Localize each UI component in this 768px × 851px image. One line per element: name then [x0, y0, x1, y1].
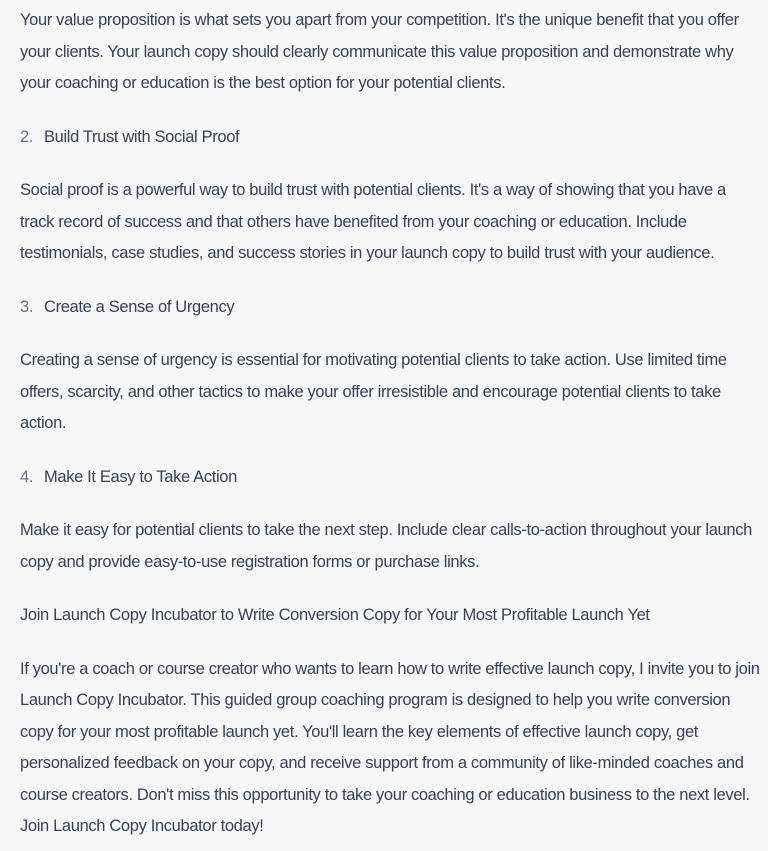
- list-number: 4.: [20, 467, 34, 486]
- section-heading: Make It Easy to Take Action: [44, 467, 237, 486]
- list-item-urgency: [20, 292, 760, 324]
- section-body-social-proof: Social proof is a powerful way to build trust with potential clients. It's a way of showing that you have a track record of success and that others have benefited from your coaching or education. Include testimonials, case studies, and success stories in your launch copy to build trust with your audience.: [20, 181, 726, 262]
- list-number: 2.: [20, 127, 34, 146]
- closing-paragraph: If you're a coach or course creator who wants to learn how to write effective launch copy, I invite you to join Launch Copy Incubator. This guided group coaching program is designed to help you write conversion copy for your most profitable launch yet. You'll learn the key elements of effective launch copy, get personalized feedback on your copy, and receive support from a community of like-minded coaches and course creators. Don't miss this opportunity to take your coaching or education business to the next level. Join Launch Copy Incubator today!: [20, 659, 760, 835]
- section-heading: Create a Sense of Urgency: [44, 297, 235, 316]
- cta-heading: Join Launch Copy Incubator to Write Conversion Copy for Your Most Profitable Launch Yet: [20, 606, 650, 624]
- list-item-social-proof: [20, 122, 760, 154]
- section-heading: Build Trust with Social Proof: [44, 127, 240, 146]
- section-body-take-action: Make it easy for potential clients to take the next step. Include clear calls-to-action throughout your launch copy and provide easy-to-use registration forms or purchase links.: [20, 521, 752, 571]
- list-item-take-action: [20, 462, 760, 494]
- intro-paragraph: Your value proposition is what sets you apart from your competition. It's the unique benefit that you offer your clients. Your launch copy should clearly communicate this value proposition and demonstrate why your coaching or education is the best option for your potential clients.: [20, 11, 739, 92]
- list-number: 3.: [20, 297, 34, 316]
- section-body-urgency: Creating a sense of urgency is essential for motivating potential clients to take action. Use limited time offers, scarcity, and other tactics to make your offer irresistible and encourage potential clients to take action.: [20, 351, 727, 432]
